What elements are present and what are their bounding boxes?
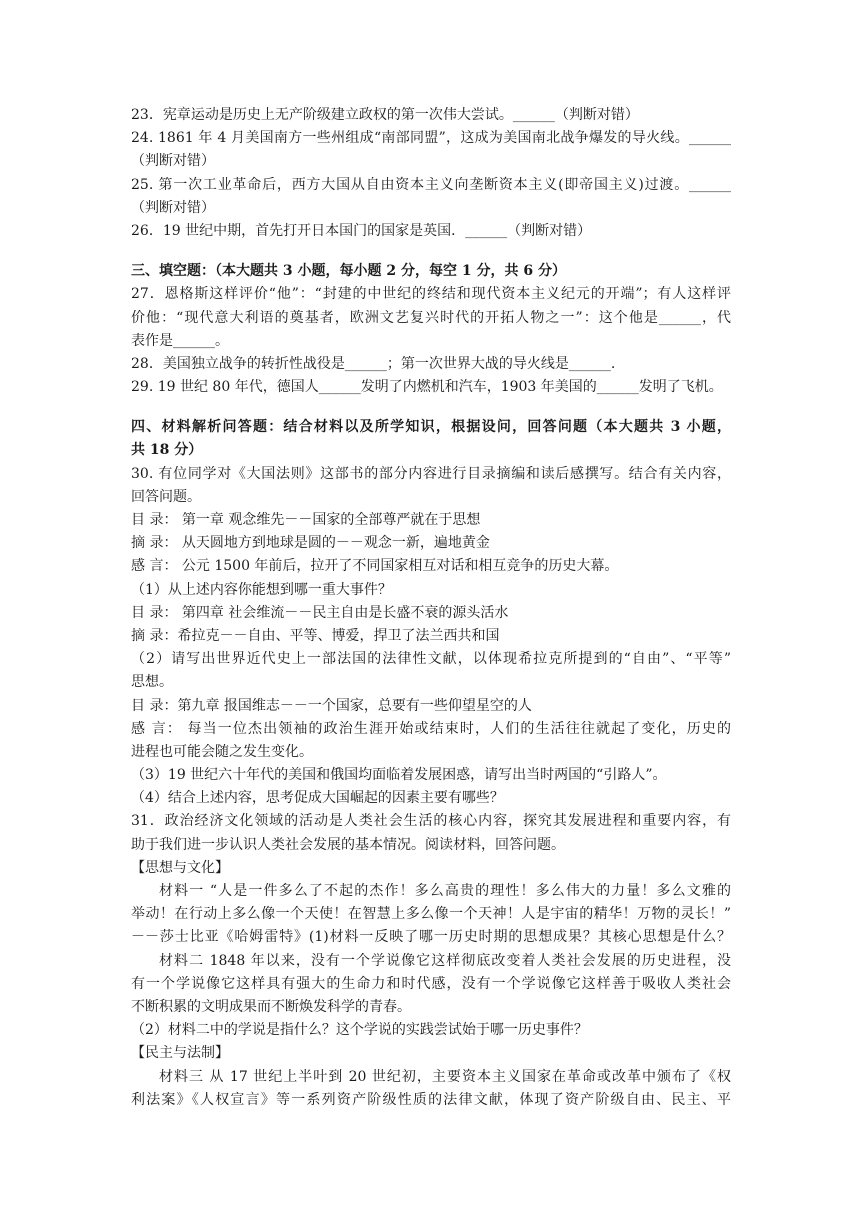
material-1-line2: 举动！在行动上多么像一个天使！在智慧上多么像一个天神！人是宇宙的精华！万物的灵长！”	[131, 906, 731, 923]
material-3-line1: 材料三 从 17 世纪上半叶到 20 世纪初，主要资本主义国家在革命或改革中颁布了《权	[159, 1068, 731, 1085]
catalog-line-3: 目 录：第九章 报国维志－－一个国家，总要有一些仰望星空的人	[131, 697, 532, 714]
question-29: 29. 19 世纪 80 年代，德国人______发明了内燃机和汽车，1903 年美国的______发明了飞机。	[131, 379, 723, 396]
question-31-line2: 助于我们进一步认识人类社会发展的基本情况。阅读材料，回答问题。	[131, 836, 565, 853]
excerpt-line-2: 摘 录：希拉克－－自由、平等、博爱，捍卫了法兰西共和国	[131, 627, 500, 644]
catalog-line-2: 目 录： 第四章 社会维流－－民主自由是长盛不衰的源头活水	[131, 604, 509, 621]
material-2-line1: 材料二 1848 年以来，没有一个学说像它这样彻底改变着人类社会发展的历史进程，没	[159, 952, 731, 969]
material-2-line2: 有一个学说像它这样具有强大的生命力和时代感，没有一个学说像它这样善于吸收人类社会	[131, 975, 731, 992]
material-1-line3: －－莎士比亚《哈姆雷特》(1)材料一反映了哪一历史时期的思想成果？其核心思想是什么？	[131, 929, 731, 946]
sub-question-30-4: （4）结合上述内容，思考促成大国崛起的因素主要有哪些？	[131, 790, 504, 807]
subsection-thought-culture: 【思想与文化】	[131, 859, 229, 876]
question-30-line1: 30. 有位同学对《大国法则》这部书的部分内容进行目录摘编和读后感撰写。结合有关内容，	[131, 465, 731, 482]
question-27-line3: 表作是______。	[131, 332, 229, 349]
material-2-line3: 不断积累的文明成果而不断焕发科学的青春。	[131, 998, 411, 1015]
section-heading-fill-blank: 三、填空题：（本大题共 3 小题，每小题 2 分，每空 1 分，共 6 分）	[131, 263, 566, 280]
sub-question-30-1: （1）从上述内容你能想到哪一重大事件？	[131, 581, 392, 598]
question-31-line1: 31．政治经济文化领域的活动是人类社会生活的核心内容，探究其发展进程和重要内容，有	[131, 813, 731, 830]
sub-question-31-2: （2）材料二中的学说是指什么？这个学说的实践尝试始于哪一历史事件？	[131, 1022, 588, 1039]
sub-question-30-3: （3）19 世纪六十年代的美国和俄国均面临着发展困惑，请写出当时两国的“引路人”。	[131, 767, 667, 784]
comment-line-2a: 感 言： 每当一位杰出领袖的政治生涯开始或结束时，人们的生活往往就起了变化，历史的	[131, 720, 731, 737]
section-heading-material-line1: 四、材料解析问答题：结合材料以及所学知识，根据设问，回答问题（本大题共 3 小题，	[131, 419, 731, 436]
question-24-line1: 24. 1861 年 4 月美国南方一些州组成“南部同盟”，这成为美国南北战争爆发的导火线。______	[131, 130, 731, 147]
question-24-line2: （判断对错）	[131, 153, 215, 170]
question-23: 23．宪章运动是历史上无产阶级建立政权的第一次伟大尝试。______（判断对错）	[131, 107, 639, 123]
spacer	[131, 399, 731, 416]
spacer	[131, 243, 731, 260]
question-26: 26．19 世纪中期，首先打开日本国门的国家是英国．______（判断对错）	[131, 222, 592, 239]
question-30-line2: 回答问题。	[131, 488, 201, 505]
question-25-line2: （判断对错）	[131, 199, 215, 216]
exam-content	[131, 104, 731, 1112]
comment-line-1: 感 言： 公元 1500 年前后，拉开了不同国家相互对话和相互竞争的历史大幕。	[131, 558, 619, 575]
catalog-line-1: 目 录： 第一章 观念维先－－国家的全部尊严就在于思想	[131, 512, 481, 528]
material-3-line2: 利法案》《人权宣言》等一系列资产阶级性质的法律文献，体现了资产阶级自由、民主、平	[131, 1091, 731, 1108]
comment-line-2b: 进程也可能会随之发生变化。	[131, 743, 313, 760]
sub-question-30-2-line2: 思想。	[131, 674, 173, 691]
question-27-line2: 价他：“现代意大利语的奠基者，欧洲文艺复兴时代的开拓人物之一”：这个他是______，代	[131, 309, 731, 326]
question-27-line1: 27．恩格斯这样评价“他”：“封建的中世纪的终结和现代资本主义纪元的开端”；有人这样评	[131, 286, 731, 303]
section-heading-material-line2: 共 18 分）	[131, 442, 203, 459]
question-25-line1: 25. 第一次工业革命后，西方大国从自由资本主义向垄断资本主义(即帝国主义)过渡。______	[131, 176, 731, 193]
sub-question-30-2-line1: （2）请写出世界近代史上一部法国的法律性文献，以体现希拉克所提到的“自由”、“平等”	[131, 651, 731, 668]
subsection-democracy-law: 【民主与法制】	[131, 1045, 229, 1062]
excerpt-line-1: 摘 录： 从天圆地方到地球是圆的－－观念一新，遍地黄金	[131, 535, 490, 552]
question-28: 28．美国独立战争的转折性战役是______；第一次世界大战的导火线是______.	[131, 355, 616, 372]
material-1-line1: 材料一 “人是一件多么了不起的杰作！多么高贵的理性！多么伟大的力量！多么文雅的	[159, 883, 731, 899]
